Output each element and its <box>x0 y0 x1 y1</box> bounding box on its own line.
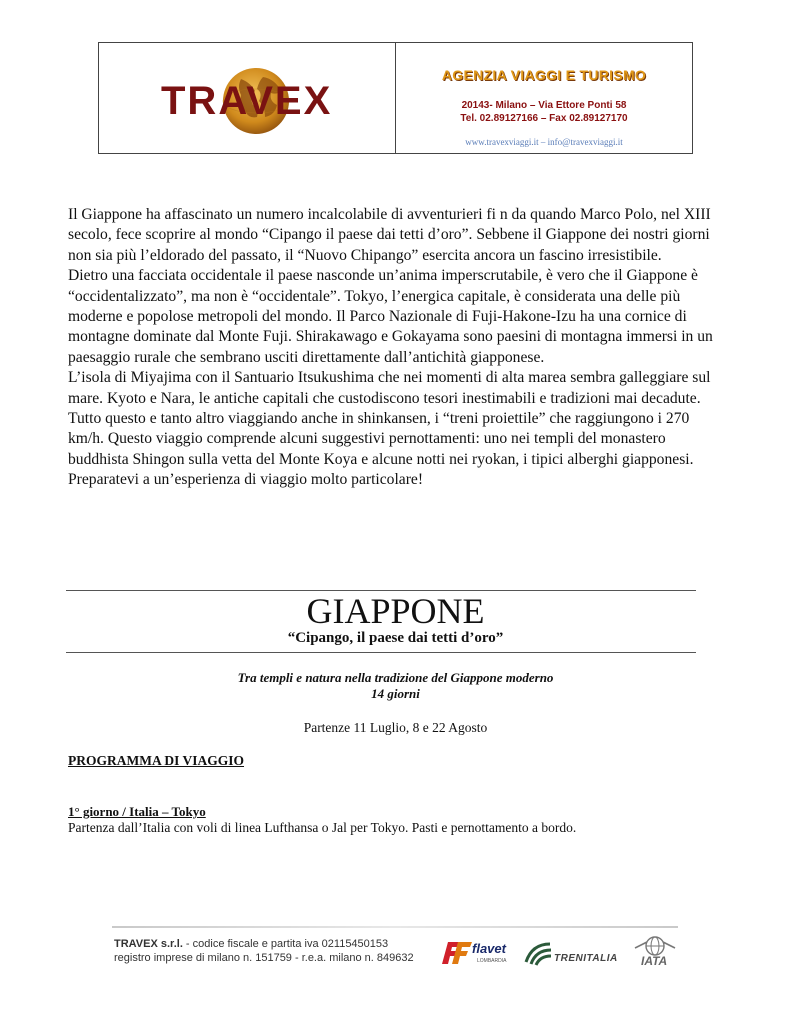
iata-label: IATA <box>641 954 668 968</box>
program-heading: PROGRAMMA DI VIAGGIO <box>68 753 245 768</box>
departures: Partenze 11 Luglio, 8 e 22 Agosto <box>303 720 488 735</box>
agency-address: 20143- Milano – Via Ettore Ponti 58 <box>461 100 627 111</box>
intro-paragraph: L’isola di Miyajima con il Santuario Itsukushima che nei momenti di alta marea sembra galleggiare sul mare. Kyoto e Nara, le antiche capitali che custodiscono tesori inestimabili e tradizioni mai decadute. Tutto questo e tanto altro viaggiando anche in shinkansen, i “treni proiettile” che raggiungono i 270 km/h. Questo viaggio comprende alcuni suggestivi pernottamenti: uno nei templi del monastero buddhista Shingon sulla vetta del Monte Koya e alcune notti nei ryokan, i tipici alberghi giapponesi. Preparatevi a un’esperienza di viaggio molto particolare! <box>68 369 711 489</box>
iata-logo <box>633 936 677 968</box>
iata-globe-icon <box>633 936 677 956</box>
agency-info <box>396 43 692 153</box>
footer-company-info <box>114 937 414 965</box>
company-name: TRAVEX s.r.l. <box>114 938 183 950</box>
flavet-label: flavet <box>472 941 506 956</box>
tour-tagline <box>0 670 791 702</box>
trenitalia-mark-icon <box>522 940 552 966</box>
footer-line <box>114 937 414 951</box>
intro-paragraph: Dietro una facciata occidentale il paese nasconde un’anima imperscrutabile, è vero che il Giappone è “occidentalizzato”, ma non è “occidentale”. Tokyo, l’energica capitale, è considerata una delle più moderne e popolose metropoli del mondo. Il Parco Nazionale di Fuji-Hakone-Izu ha una cornice di montagne dominate dal Monte Fuji. Shirakawago e Gokayama sono paesini di montagna immersi in un paesaggio rurale che sembrano usciti direttamente dall’antichità giapponese. <box>68 267 713 366</box>
flavet-logo <box>440 938 514 968</box>
trenitalia-label: TRENITALIA <box>554 953 618 964</box>
letterhead-box <box>98 42 693 154</box>
tour-duration: 14 giorni <box>371 686 420 701</box>
logo-panel <box>99 43 396 153</box>
tour-title: GIAPPONE <box>306 591 485 631</box>
tour-subtitle: “Cipango, il paese dai tetti d’oro” <box>287 630 504 646</box>
day-description: Partenza dall’Italia con voli di linea Lufthansa o Jal per Tokyo. Pasti e pernottamento a bordo. <box>68 820 577 835</box>
flavet-region: LOMBARDIA <box>477 958 507 964</box>
trenitalia-logo <box>522 940 628 968</box>
footer-divider <box>112 926 678 928</box>
intro-paragraph: Il Giappone ha affascinato un numero incalcolabile di avventurieri fi n da quando Marco Polo, nel XIII secolo, fece scoprire al mondo “Cipango il paese dai tetti d’oro”. Sebbene il Giappone dei nostri giorni non sia più l’eldorado del passato, il “Nuovo Chipango” esercita ancora un fascino irresistibile. <box>68 206 711 264</box>
agency-web-link[interactable]: www.travexviaggi.it – info@travexviaggi.it <box>465 137 623 147</box>
tagline-line: Tra templi e natura nella tradizione del Giappone moderno <box>237 670 554 685</box>
day-title: 1° giorno / Italia – Tokyo <box>68 804 206 819</box>
flavet-mark-icon <box>440 938 474 966</box>
intro-text <box>68 205 716 491</box>
footer-line: registro imprese di milano n. 151759 - r.e.a. milano n. 849632 <box>114 952 414 964</box>
logo-text: TRAVEX <box>161 79 333 123</box>
divider-bottom <box>66 652 696 653</box>
travex-logo <box>161 65 339 137</box>
agency-title: AGENZIA VIAGGI E TURISMO <box>441 67 647 83</box>
company-tax: - codice fiscale e partita iva 02115450153 <box>182 938 389 950</box>
agency-phone: Tel. 02.89127166 – Fax 02.89127170 <box>460 113 628 124</box>
